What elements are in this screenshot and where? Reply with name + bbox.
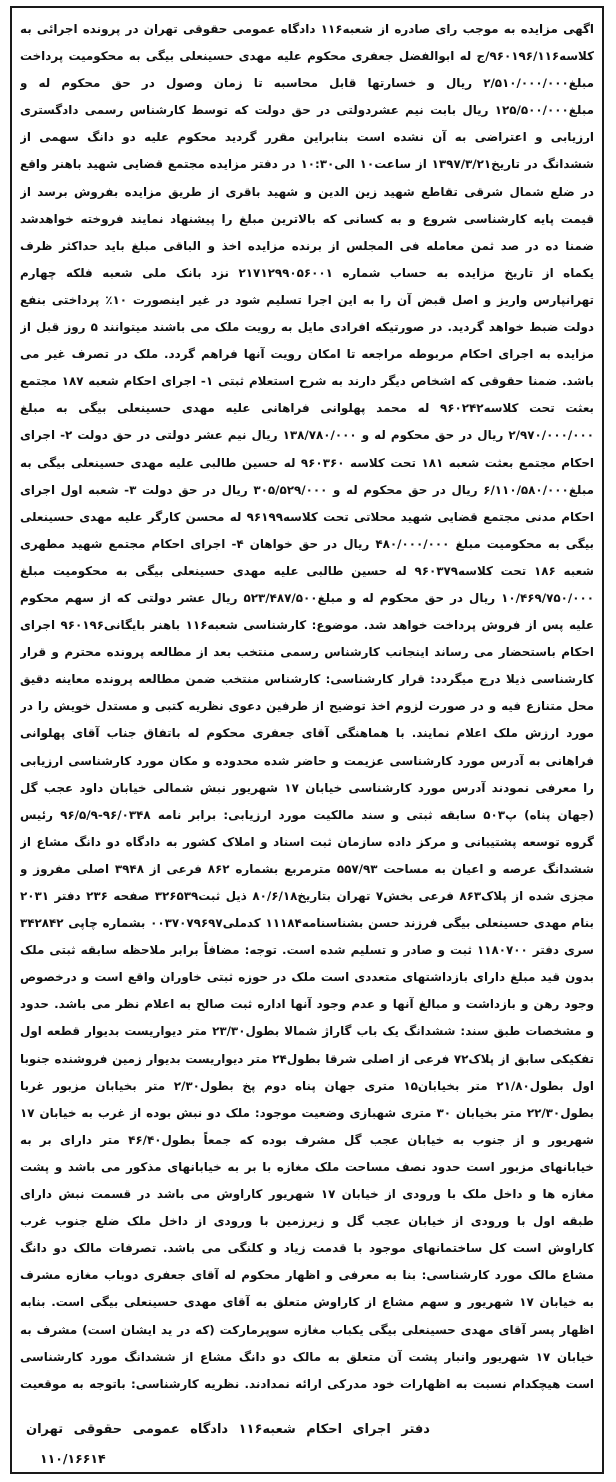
issuing-office-signature: دفتر اجرای احکام شعبه۱۱۶ دادگاه عمومی حقوقی تهران — [26, 1422, 430, 1437]
legal-notice-frame — [10, 6, 604, 1474]
auction-notice-text — [20, 16, 594, 1402]
auction-notice-paragraph: اگهی مزایده به موجب رای صادره از شعبه۱۱۶ دادگاه عمومی حقوقی تهران در پرونده اجرائی به کلاسه۹۶۰۱۹۶/۱۱۶/ج له ابوالفضل جعفری محکوم علیه مهدی حسینعلی بیگی به محکومیت پرداخت مبلغ۲/۵۱۰/۰۰۰/۰۰۰ ریال و خسارتها قابل محاسبه تا زمان وصول در حق محکوم له و مبلغ۱۲۵/۵۰۰/۰۰۰ ریال بابت نیم عشردولتی در حق دولت که توسط کارشناس رسمی دادگستری ارزیابی و اعتراضی به آن نشده است بنابراین مقرر گردید محکوم علیه دو دانگ سهمی از ششدانگ در تاریخ۱۳۹۷/۳/۲۱ از ساعت۱۰ الی۱۰:۳۰ در دفتر مزایده مجتمع قضایی شهید باهنر واقع در ضلع شمال شرقی تقاطع شهید زین الدین و شهید باقری از طریق مزایده بفروش برسد از قیمت پایه کارشناسی شروع و به کسانی که بالاترین مبلغ را پیشنهاد نمایند فروخته خواهدشد ضمنا ده در صد ثمن معامله فی المجلس از برنده مزایده اخذ و الباقی مبلغ باید حداکثر ظرف یکماه از تاریخ مزایده به حساب شماره ۲۱۷۱۲۹۹۰۵۶۰۰۱ نزد بانک ملی شعبه فلکه چهارم تهرانپارس واریز و اصل قبض آن را به این اجرا تسلیم شود در غیر اینصورت ۱۰٪ پرداختی بنفع دولت ضبط خواهد گردید. در صورتیکه افرادی مایل به رویت ملک می باشند میتوانند ۵ روز قبل از مزایده به اجرای احکام مربوطه مراجعه تا امکان رویت آنها فراهم گردد. ملک در تصرف غیر می باشد. ضمنا حقوقی که اشخاص دیگر دارند به شرح استعلام ثبتی ۱- اجرای احکام شعبه ۱۸۷ مجتمع بعثت تحت کلاسه۹۶۰۲۴۲ له محمد پهلوانی فراهانی علیه مهدی حسینعلی بیگی به مبلغ ۲/۹۷۰/۰۰۰/۰۰۰ ریال در حق محکوم له و ۱۳۸/۷۸۰/۰۰۰ ریال نیم عشر دولتی در حق دولت ۲- اجرای احکام مجتمع بعثت شعبه ۱۸۱ تحت کلاسه ۹۶۰۳۶۰ له حسین طالبی علیه مهدی حسینعلی بیگی به مبلغ۶/۱۱۰/۵۸۰/۰۰۰ ریال در حق محکوم له و ۳۰۵/۵۲۹/۰۰۰ ریال در حق دولت ۳- شعبه اول اجرای احکام مدنی مجتمع قضایی شهید محلاتی تحت کلاسه۹۶۱۹۹ له محسن کارگر علیه مهدی حسینعلی بیگی به محکومیت مبلغ ۴۸۰/۰۰۰/۰۰۰ ریال در حق خواهان ۴- اجرای احکام مجتمع شهید مطهری شعبه ۱۸۶ تحت کلاسه۹۶۰۳۷۹ له حسین طالبی علیه مهدی حسینعلی بیگی به محکومیت مبلغ ۱۰/۴۶۹/۷۵۰/۰۰۰ ریال در حق محکوم له و مبلغ۵۲۳/۴۸۷/۵۰۰ ریال عشر دولتی که از سهم محکوم علیه پس از فروش پرداخت خواهد شد. موضوع: کارشناسی شعبه۱۱۶ باهنر بایگانی۹۶۰۱۹۶ اجرای احکام باستحضار می رساند اینجانب کارشناس رسمی منتخب بعد از مطالعه پرونده محترم و قرار کارشناسی ذیلا درج میگردد: قرار کارشناسی: کارشناس منتخب ضمن مطالعه پرونده معاینه دقیق محل متنازع فیه و در صورت لزوم اخذ توضیح از طرفین دعوی نظریه کتبی و مستدل خویش را در مورد ارزش ملک اعلام نمایند. با هماهنگی آقای جعفری محکوم له باتفاق جناب آقای پهلوانی فراهانی به آدرس مورد کارشناسی عزیمت و حاضر شده محدوده و مکان مورد کارشناسی ارزیابی را معرفی نمودند آدرس مورد کارشناسی خیابان ۱۷ شهریور نبش شمالی خیابان داود عجب گل (جهان پناه) پ۵۰۳ سابقه ثبتی و سند مالکیت مورد ارزیابی: برابر نامه ۹۶/۰۳۴۸-۹۶/۵/۹ رئیس گروه توسعه پشتیبانی و مرکز داده سازمان ثبت اسناد و املاک کشور به دادگاه دو دانگ مشاع از ششدانگ عرصه و اعیان به مساحت ۵۵۷/۹۳ مترمربع بشماره ۸۶۲ فرعی از ۳۹۴۸ اصلی مفروز و مجزی شده از پلاک۸۶۳ فرعی بخش۷ تهران بتاریخ۸۰/۶/۱۸ ذیل ثبت۳۲۶۵۳۹ صفحه ۲۳۶ دفتر ۲۰۳۱ بنام مهدی حسینعلی بیگی فرزند حسن بشناسنامه۱۱۱۸۴ کدملی۰۰۳۷۰۷۹۶۹۷ بشماره چاپی ۳۴۲۸۴۲ سری دفتر ۱۱۸۰۷۰۰ ثبت و صادر و تسلیم شده است. توجه: مضافاً برابر ملاحظه سابقه ثبتی ملک بدون قید مبلغ دارای بازداشتهای متعددی است ملک در حوزه ثبتی خاوران واقع است و درخصوص وجود رهن و بازداشت و مبالغ آنها و عدم وجود آنها اداره ثبت صالح به اعلام نظر می باشد. حدود و مشخصات طبق سند: ششدانگ یک باب گاراژ شمالا بطول۲۳/۳۰ متر دیواریست بدیوار قطعه اول تفکیکی سابق از پلاک۷۲ فرعی از اصلی شرقا بطول۲۴ متر دیواریست بدیوار زمین فروشنده جنوبا اول بطول۲۱/۸۰ متر بخیابان۱۵ متری جهان پناه دوم پخ بطول۲/۳۰ متر بخیابان مزبور غربا بطول۲۲/۳۰ متر بخیابان ۳۰ متری شهبازی وضعیت موجود: ملک دو نبش بوده از غرب به خیابان ۱۷ شهریور و از جنوب به خیابان عجب گل مشرف بوده که جمعاً بطول۴۶/۴۰ متر دارای بر به خیابانهای مزبور است حدود نصف مساحت ملک مغازه با بر به خیابانهای مذکور می باشد و پشت مغازه ها و داخل ملک با ورودی از خیابان ۱۷ شهریور کاراوش می باشد در قسمت نبش دارای طبقه اول با ورودی از خیابان عجب گل و زیرزمین با ورودی از داخل ملک ضلع جنوب غرب کاراوش است کل ساختمانهای موجود با قدمت زیاد و کلنگی می باشد. تصرفات مالک دو دانگ مشاع مالک مورد کارشناسی: بنا به معرفی و اظهار محکوم له آقای جعفری دوباب مغازه مشرف به خیابان ۱۷ شهریور و سهم مشاع از کاراوش متعلق به آقای مهدی حسینعلی بیگی است. بنابه اظهار پسر آقای مهدی حسینعلی بیگی یکباب مغازه سوپرمارکت (که در ید ایشان است) مشرف به خیابان ۱۷ شهریور وانبار پشت آن متعلق به مالک دو دانگ مشاع از ششدانگ مورد کارشناسی است هیچکدام نسبت به اظهارات خود مدرکی ارائه نمدادند. نظریه کارشناسی: باتوجه به موقعیت — [20, 22, 594, 1391]
notice-reference-code: ۱۱۰/۱۶۶۱۴ — [40, 1451, 106, 1466]
